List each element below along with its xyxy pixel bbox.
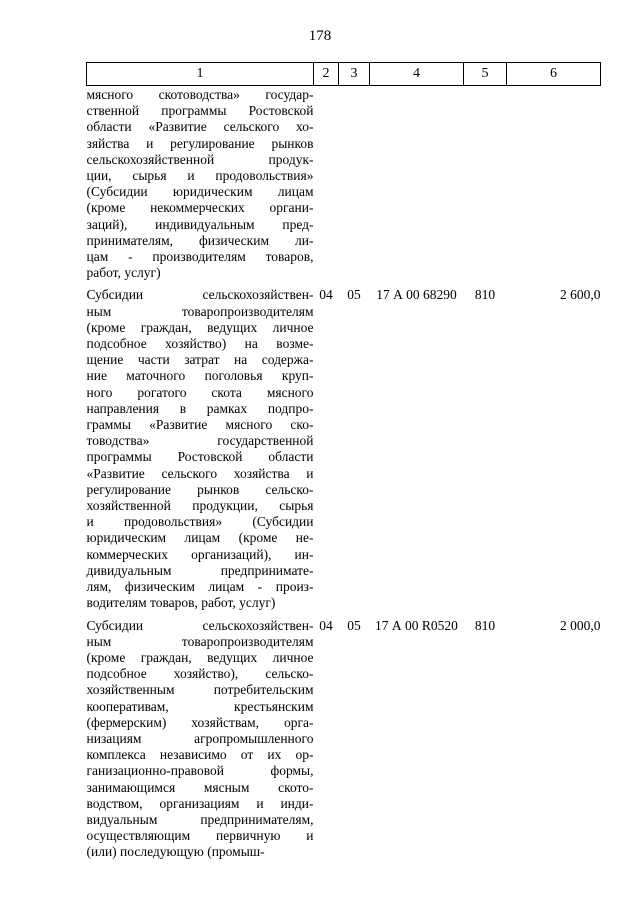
header-col-6: 6 xyxy=(507,63,601,86)
description-line: сельскохозяйственной продук- xyxy=(86,151,314,167)
row-description xyxy=(87,281,314,611)
header-col-1: 1 xyxy=(87,63,314,86)
description-line: подсобное хозяйство) на возме- xyxy=(86,336,314,352)
description-line: принимателям, физическим ли- xyxy=(86,232,314,248)
description-line: коммерческих организаций), ин- xyxy=(86,546,314,562)
header-col-5: 5 xyxy=(464,63,507,86)
description-line: ным товаропроизводителям xyxy=(86,303,314,319)
expense-type-code: 810 xyxy=(474,617,496,633)
description-line: товодства» государственной xyxy=(86,433,314,449)
description-line: ние маточного поголовья круп- xyxy=(86,368,314,384)
description-line: и продовольствия» (Субсидии xyxy=(86,514,314,530)
description-line: дивидуальным предпринимате- xyxy=(86,562,314,578)
description-line: заций), индивидуальным пред- xyxy=(86,216,314,232)
description-line: щение части затрат на содержа- xyxy=(86,352,314,368)
row-description xyxy=(87,612,314,861)
target-article-code: 17 А 00 R0520 xyxy=(375,617,458,633)
amount: 2 600,0 xyxy=(560,287,601,303)
subsection-code: 05 xyxy=(347,287,361,303)
description-line: (или) последующую (промыш- xyxy=(86,844,265,860)
header-col-4: 4 xyxy=(370,63,464,86)
description-line: осуществляющим первичную и xyxy=(86,828,314,844)
description-line: области «Развитие сельского хо- xyxy=(86,119,314,135)
description-line: подсобное хозяйство), сельско- xyxy=(86,666,314,682)
expense-type-code xyxy=(464,86,507,282)
description-line: ганизационно-правовой формы, xyxy=(86,763,314,779)
subsection-code: 05 xyxy=(347,617,361,633)
description-line: «Развитие сельского хозяйства и xyxy=(86,465,314,481)
description-line: (кроме граждан, ведущих личное xyxy=(86,649,314,665)
section-code xyxy=(314,86,339,282)
description-line: комплекса независимо от их ор- xyxy=(86,747,314,763)
description-line: видуальным предпринимателям, xyxy=(86,811,314,827)
table-row xyxy=(87,612,601,861)
section-code: 04 xyxy=(319,617,333,633)
target-article-code xyxy=(370,86,464,282)
subsection-code xyxy=(339,86,370,282)
description-line: регулирование рынков сельско- xyxy=(86,481,314,497)
description-line: (кроме граждан, ведущих личное xyxy=(86,319,314,335)
row-description xyxy=(87,86,314,282)
description-line: граммы «Развитие мясного ско- xyxy=(86,417,314,433)
amount xyxy=(507,86,601,282)
description-line: мясного скотоводства» государ- xyxy=(86,87,314,102)
table-header-row xyxy=(87,63,601,86)
table-row xyxy=(87,281,601,611)
description-line: хозяйственным потребительским xyxy=(86,682,314,698)
target-article-code: 17 А 00 68290 xyxy=(376,287,457,303)
description-line: зяйства и регулирование рынков xyxy=(86,135,314,151)
description-line: программы Ростовской области xyxy=(86,449,314,465)
description-line: хозяйственной продукции, сырья xyxy=(86,498,314,514)
description-line: ции, сырья и продовольствия» xyxy=(86,168,314,184)
description-line: юридическим лицам (кроме не- xyxy=(86,530,314,546)
description-line: цам - производителям товаров, xyxy=(86,249,314,265)
budget-table xyxy=(86,62,601,861)
description-line: работ, услуг) xyxy=(86,265,161,281)
description-line: (кроме некоммерческих органи- xyxy=(86,200,314,216)
description-line: (фермерским) хозяйствам, орга- xyxy=(86,714,314,730)
description-line: ного рогатого скота мясного xyxy=(86,384,314,400)
description-line: лям, физическим лицам - произ- xyxy=(86,579,314,595)
description-line: Субсидии сельскохозяйствен- xyxy=(86,287,314,303)
description-line: ным товаропроизводителям xyxy=(86,633,314,649)
amount: 2 000,0 xyxy=(560,617,601,633)
header-col-2: 2 xyxy=(314,63,339,86)
description-line: водителям товаров, работ, услуг) xyxy=(86,595,276,611)
description-line: низациям агропромышленного xyxy=(86,730,314,746)
header-col-3: 3 xyxy=(339,63,370,86)
description-line: кооперативам, крестьянским xyxy=(86,698,314,714)
section-code: 04 xyxy=(319,287,333,303)
table-row xyxy=(87,86,601,282)
description-line: водством, организациям и инди- xyxy=(86,795,314,811)
expense-type-code: 810 xyxy=(474,287,496,303)
description-line: ственной программы Ростовской xyxy=(86,103,314,119)
page-number: 178 xyxy=(308,28,332,44)
description-line: Субсидии сельскохозяйствен- xyxy=(86,617,314,633)
description-line: (Субсидии юридическим лицам xyxy=(86,184,314,200)
description-line: занимающимся мясным ското- xyxy=(86,779,314,795)
description-line: направления в рамках подпро- xyxy=(86,400,314,416)
